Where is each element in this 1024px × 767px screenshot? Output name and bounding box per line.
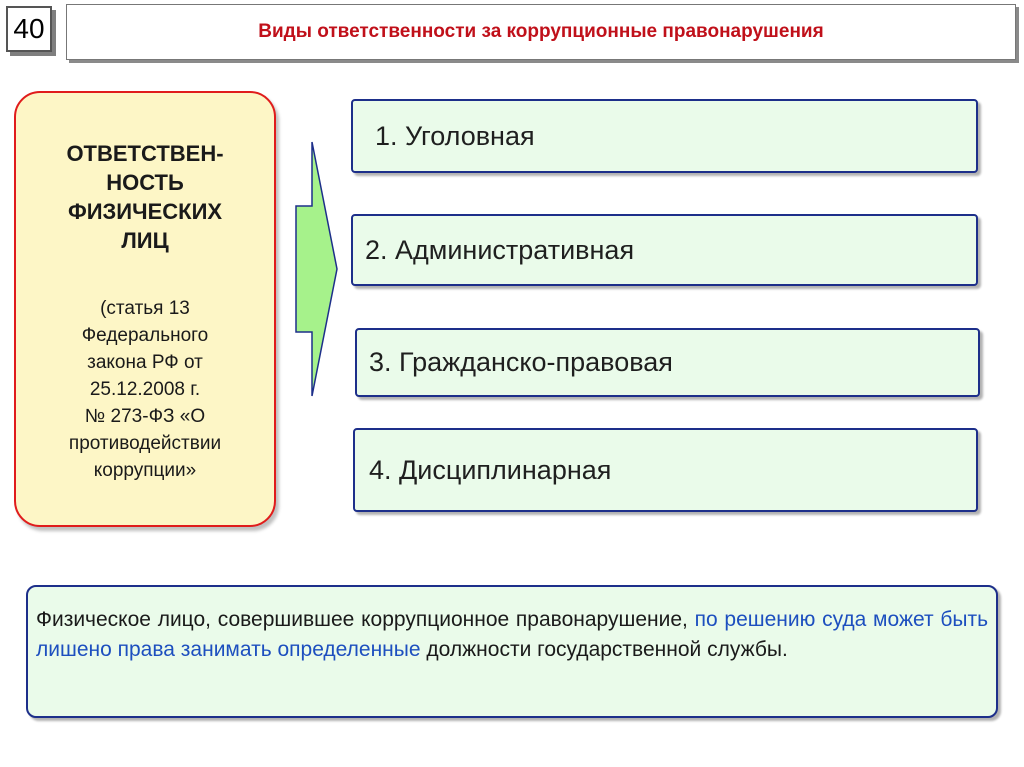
note-text-highlight: по решению суда может быть лишено права занимать определенные: [36, 608, 989, 661]
panel-heading-line: НОСТЬ: [106, 170, 184, 195]
law-reference-line: (статья 13: [100, 298, 190, 319]
liability-type-label: 2. Административная: [365, 234, 635, 265]
liability-type-label: 3. Гражданско-правовая: [369, 347, 673, 377]
panel-heading-line: ФИЗИЧЕСКИХ: [67, 199, 223, 224]
page-title: Виды ответственности за коррупционные правонарушения: [258, 21, 824, 42]
note-text: Физическое лицо, совершившее коррупционное правонарушение,: [36, 608, 695, 631]
liability-type-disciplinary: [353, 428, 978, 512]
disqualification-note: [26, 585, 998, 718]
note-text-end: должности государственной службы.: [420, 638, 788, 661]
liability-type-label: 1. Уголовная: [375, 120, 535, 151]
liability-type-administrative: [351, 214, 978, 286]
title-bar: [66, 4, 1016, 60]
law-reference-line: противодействии: [68, 433, 222, 454]
panel-heading-line: ЛИЦ: [121, 228, 169, 253]
law-reference-line: Федерального: [81, 325, 209, 346]
panel-heading: [16, 139, 274, 255]
liability-type-label: 4. Дисциплинарная: [369, 454, 612, 485]
right-arrow-icon: [292, 138, 342, 400]
panel-heading-line: ОТВЕТСТВЕН-: [66, 141, 224, 166]
liability-type-criminal: [351, 99, 978, 173]
law-reference-line: закона РФ от: [87, 352, 203, 373]
law-reference-line: 25.12.2008 г.: [89, 379, 201, 400]
liability-type-civil: [355, 328, 980, 397]
slide-number: 40: [6, 6, 52, 52]
individual-liability-panel: [14, 91, 276, 527]
law-reference: [16, 295, 274, 484]
right-arrow-shape: [296, 142, 337, 396]
law-reference-line: коррупции»: [93, 460, 197, 481]
law-reference-line: № 273-ФЗ «О: [84, 406, 206, 427]
